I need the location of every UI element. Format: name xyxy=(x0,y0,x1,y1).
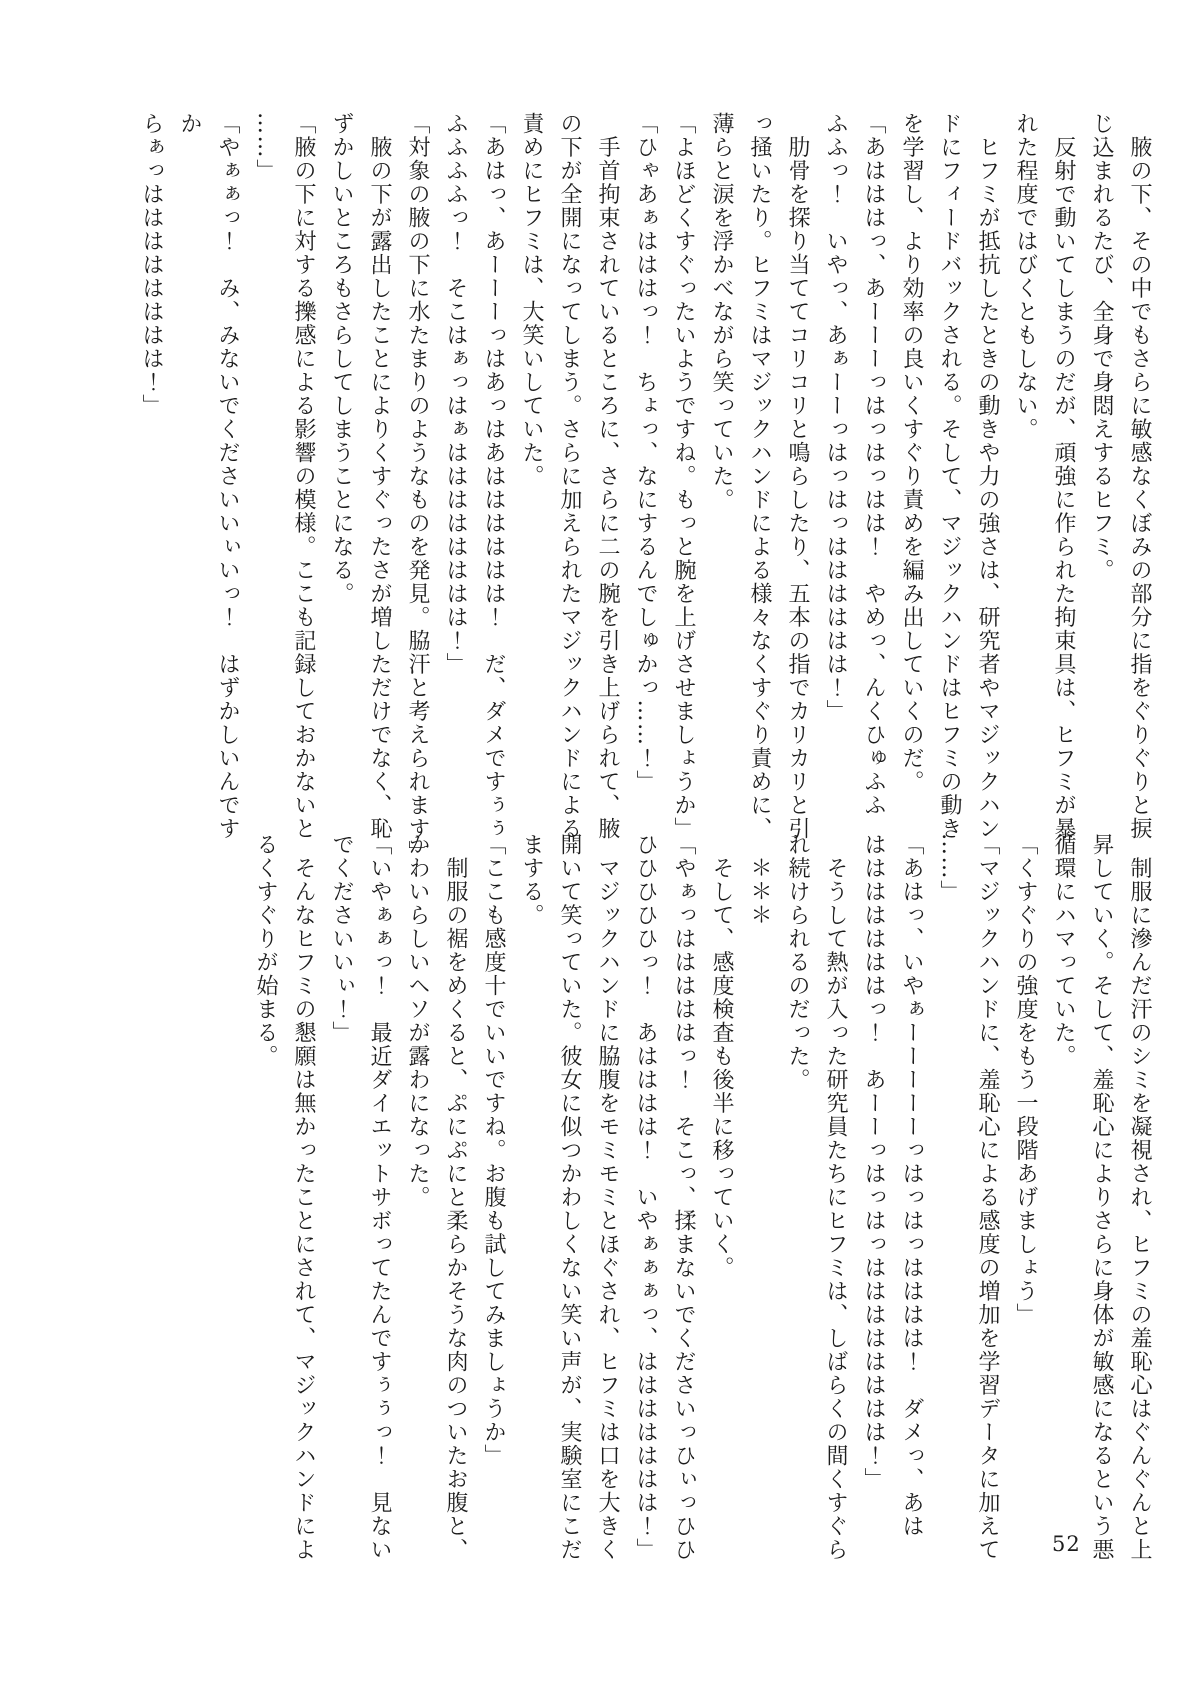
text-column: そんなヒフミの懇願は無かったことにされて、マジックハンドによ xyxy=(291,833,316,1562)
text-block-bottom xyxy=(246,833,1158,1575)
text-column: 「やぁぁっ！ み、みないでくださいいぃいっ！ はずかしいんですか xyxy=(177,112,240,841)
text-column: 薄らと涙を浮かべながら笑っていた。 xyxy=(709,112,734,512)
text-block-top xyxy=(132,112,1158,864)
text-column: 反射で動いてしまうのだが、頑強に作られた拘束具は、ヒフミが暴 xyxy=(1051,112,1076,841)
text-column: 昇していく。そして、羞恥心によりさらに身体が敏感になるという悪 xyxy=(1089,833,1114,1562)
text-column: ……」 xyxy=(253,112,278,183)
text-column: れた程度ではびくともしない。 xyxy=(1013,112,1038,441)
text-column: 開いて笑っていた。彼女に似つかわしくない笑い声が、実験室にこだ xyxy=(557,833,582,1562)
text-column: 肋骨を探り当ててコリコリと鳴らしたり、五本の指でカリカリと引 xyxy=(785,112,810,841)
text-column: の下が全開になってしまう。さらに加えられたマジックハンドによる xyxy=(557,112,582,841)
text-column: ……」 xyxy=(937,833,962,904)
text-column: 「対象の腋の下に水たまりのようなものを発見。脇汗と考えられます」 xyxy=(405,112,430,864)
text-column: 手首拘束されているところに、さらに二の腕を引き上げられて、腋 xyxy=(595,112,620,841)
text-column: 循環にハマっていた。 xyxy=(1051,833,1076,1068)
text-column: 腋の下、その中でもさらに敏感なくぼみの部分に指をぐりぐりと捩 xyxy=(1127,112,1152,841)
text-column: っ掻いたり。ヒフミはマジックハンドによる様々なくすぐり責めに、 xyxy=(747,112,772,841)
text-column: かわいらしいヘソが露わになった。 xyxy=(405,833,430,1209)
text-column: 「あはっ、いやぁーーーーーっはっはっはははは！ ダメっ、あは xyxy=(899,833,924,1538)
text-column: 「ひゃあぁはははっ！ ちょっ、なにするんでしゅかっ……！」 xyxy=(633,112,658,794)
text-column: 「くすぐりの強度をもう一段階あげましょう」 xyxy=(1013,833,1038,1327)
text-column: ヒフミが抵抗したときの動きや力の強さは、研究者やマジックハン xyxy=(975,112,1000,841)
text-column: 腋の下が露出したことによりくすぐったさが増しただけでなく、恥 xyxy=(367,112,392,841)
text-column: ひひひひひっ！ あはははは！ いやぁぁぁっ、ははははははは！」 xyxy=(633,833,658,1562)
text-column: そして、感度検査も後半に移っていく。 xyxy=(709,833,734,1280)
text-column: 「いやぁぁっ！ 最近ダイエットサボってたんですぅぅっ！ 見ない xyxy=(367,833,392,1562)
text-column: 「マジックハンドに、羞恥心による感度の増加を学習データに加えて xyxy=(975,833,1000,1562)
text-column: マジックハンドに脇腹をモミモミとほぐされ、ヒフミは口を大きく xyxy=(595,833,620,1562)
text-column: 「あはっ、あーーーっはあっはあはははははは！ だ、ダメですぅぅ xyxy=(481,112,506,841)
text-column: るくすぐりが始まる。 xyxy=(253,833,278,1068)
text-column: ドにフィードバックされる。そして、マジックハンドはヒフミの動き xyxy=(937,112,962,841)
text-column: そうして熱が入った研究員たちにヒフミは、しばらくの間くすぐら xyxy=(823,833,848,1562)
text-column: らぁっはははははははは！」 xyxy=(139,112,164,418)
text-column: 制服の裾をめくると、ぷにぷにと柔らかそうな肉のついたお腹と、 xyxy=(443,833,468,1562)
text-column: 責めにヒフミは、大笑いしていた。 xyxy=(519,112,544,488)
text-column: 「よほどくすぐったいようですね。もっと腕を上げさせましょうか」 xyxy=(671,112,696,841)
text-column: はははははははっ！ あーーっはっはっはははははははは！」 xyxy=(861,833,886,1491)
text-column: ふふふふっ！ そこはぁっはぁはははははははは！」 xyxy=(443,112,468,676)
text-column: れ続けられるのだった。 xyxy=(785,833,810,1092)
text-column: ＊＊＊ xyxy=(747,833,772,927)
text-column: ふふっ！ いやっ、あぁーーっはっはっはははははは！」 xyxy=(823,112,848,723)
text-column: でくださいいぃ！」 xyxy=(329,833,354,1045)
text-column: 「やぁっはははははっ！ そこっ、揉まないでくださいっひぃっひひ xyxy=(671,833,696,1562)
text-column: 「あはははっ、あーーーっはっはっはは！ やめっ、んくひゅふふ xyxy=(861,112,886,817)
text-column: ずかしいところもさらしてしまうことになる。 xyxy=(329,112,354,606)
page-number: 52 xyxy=(1052,1532,1081,1556)
text-column: 「ここも感度十でいいですね。お腹も試してみましょうか」 xyxy=(481,833,506,1468)
text-column: を学習し、より効率の良いくすぐり責めを編み出していくのだ。 xyxy=(899,112,924,794)
text-column: じ込まれるたび、全身で身悶えするヒフミ。 xyxy=(1089,112,1114,582)
text-column: まする。 xyxy=(519,833,544,927)
text-column: 「腋の下に対する擽感による影響の模様。ここも記録しておかないと xyxy=(291,112,316,841)
text-column: 制服に滲んだ汗のシミを凝視され、ヒフミの羞恥心はぐんぐんと上 xyxy=(1127,833,1152,1562)
